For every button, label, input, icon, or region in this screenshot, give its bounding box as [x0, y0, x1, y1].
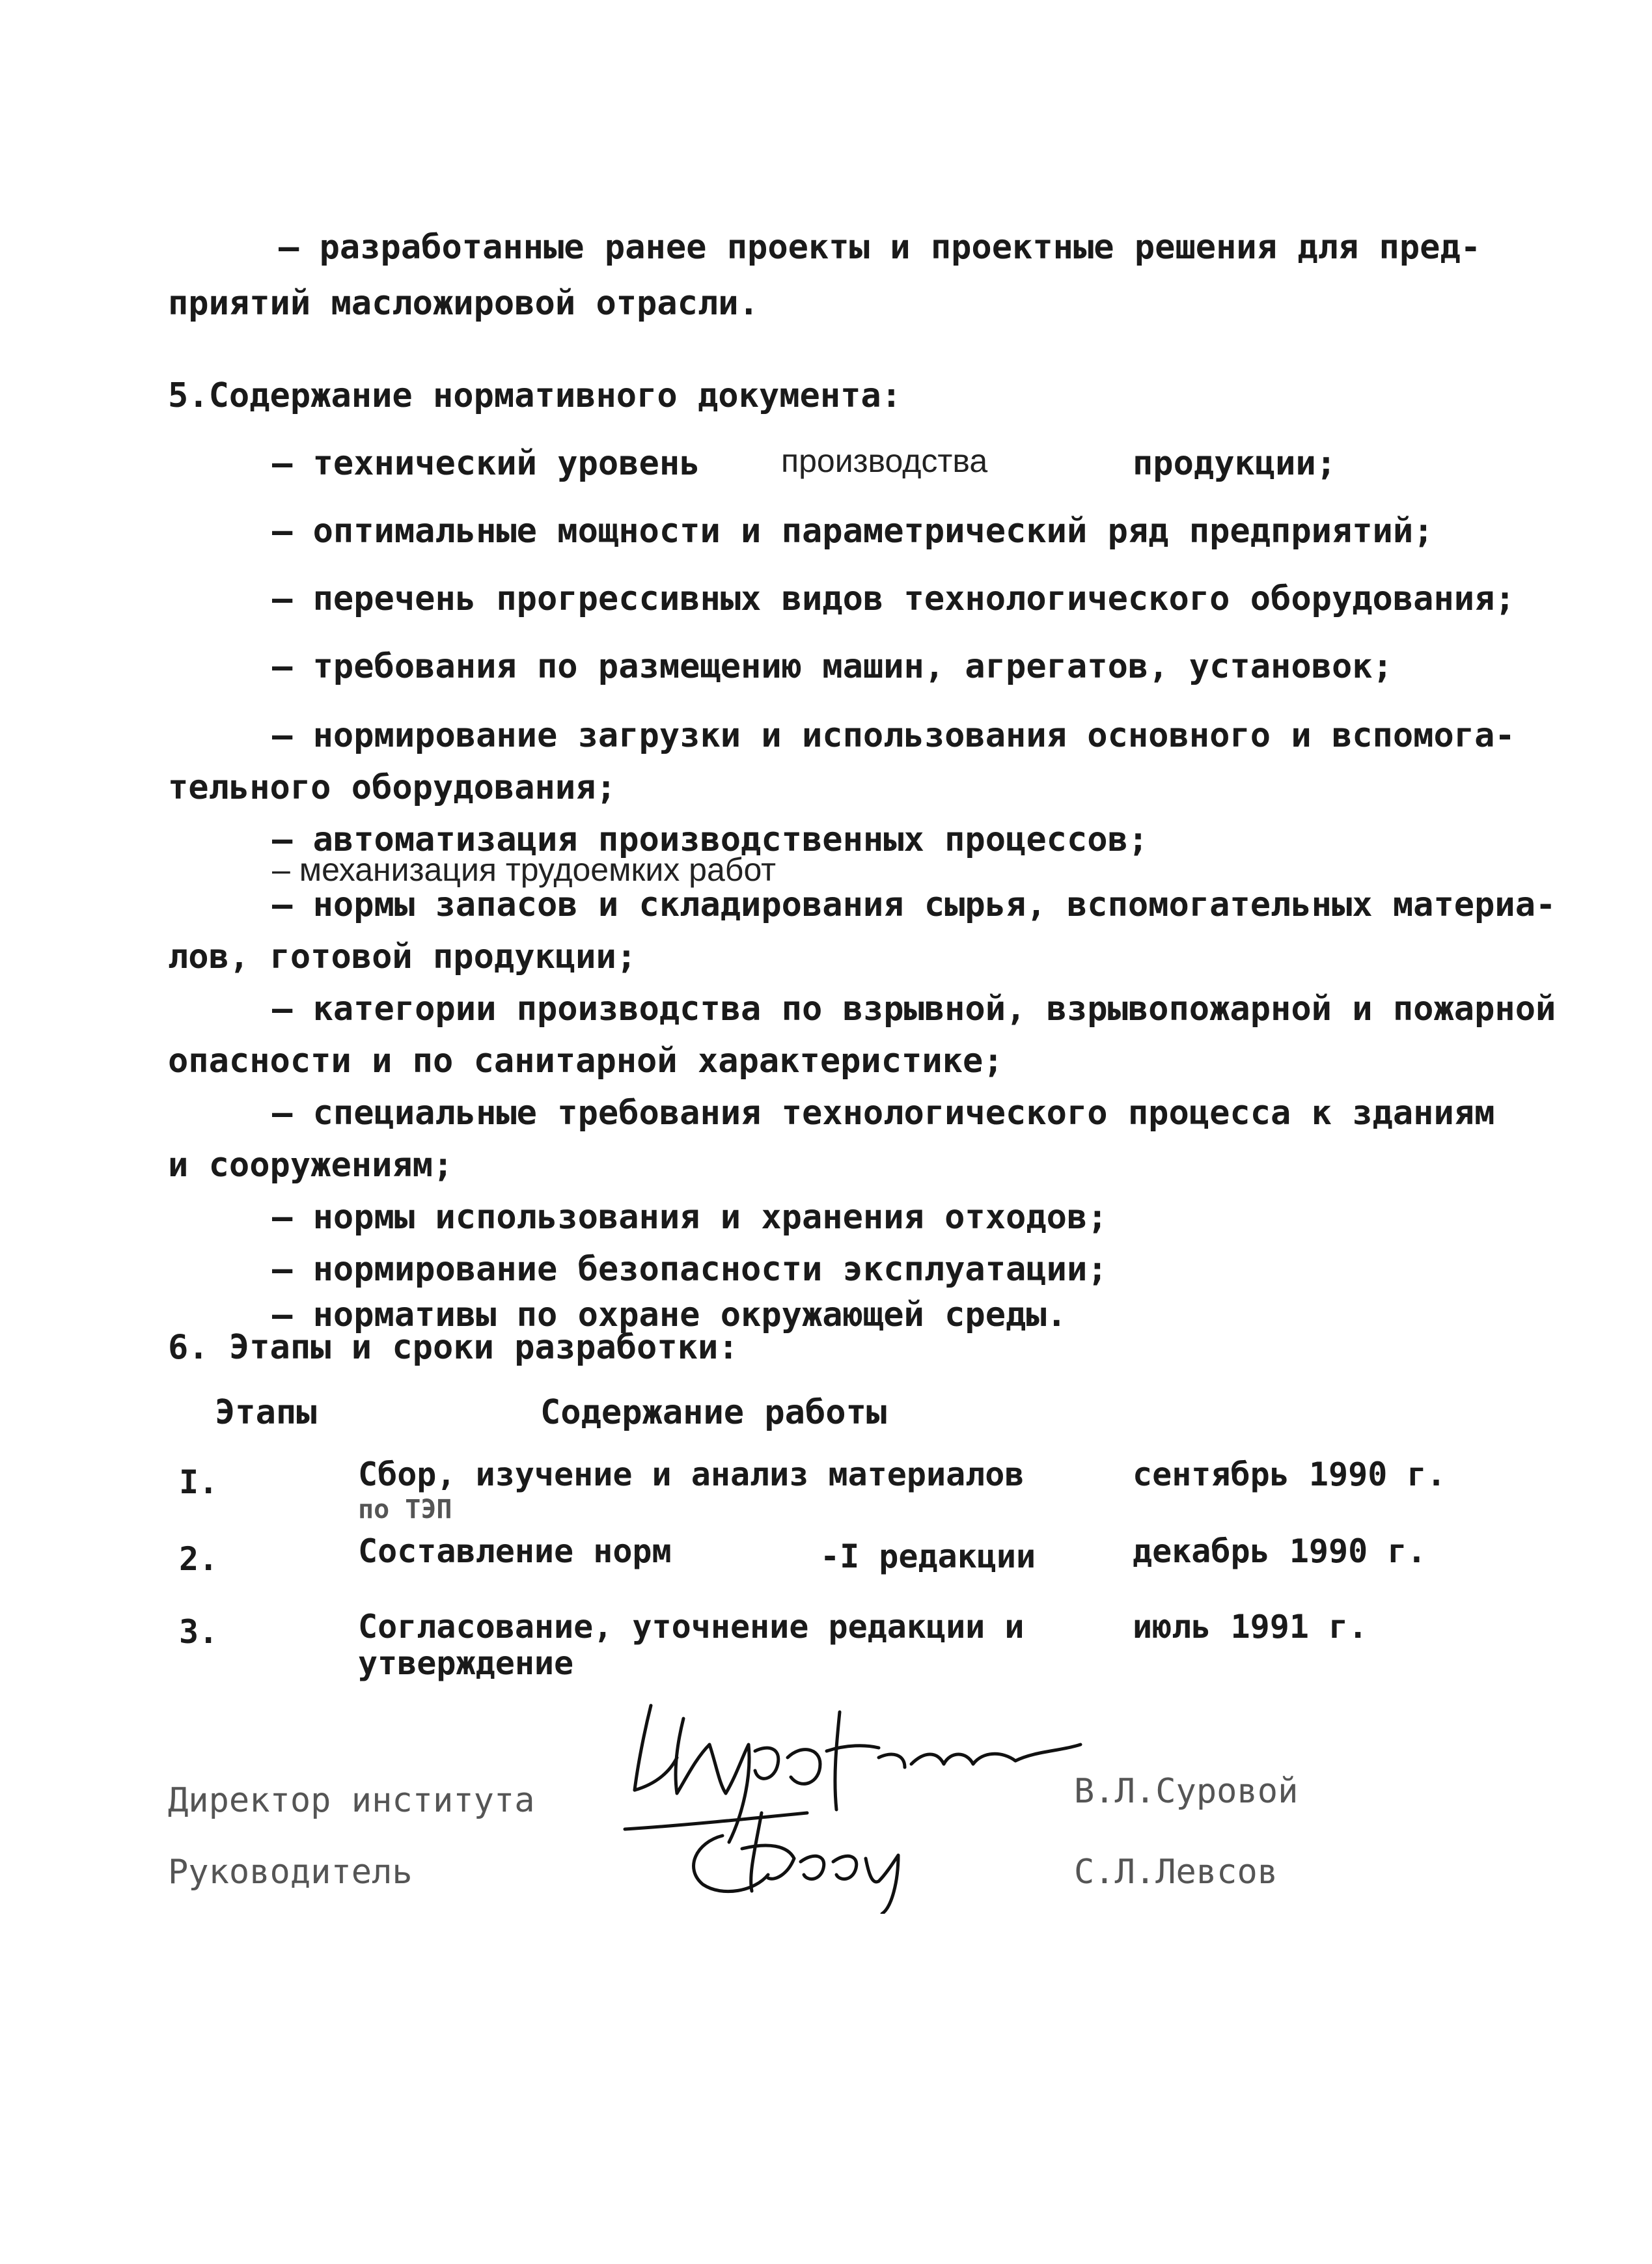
item-building-requirements-line-2: и сооружениям;	[168, 1146, 454, 1185]
stage-content-line-1: Согласование, уточнение редакции и	[358, 1608, 1025, 1646]
item-waste-norms: – нормы использования и хранения отходов;	[272, 1198, 1108, 1237]
stage-number: I.	[179, 1463, 219, 1501]
signature-stroke	[625, 1813, 807, 1829]
item-technical-level-middle: производства	[781, 443, 988, 479]
stage-date: декабрь 1990 г.	[1133, 1532, 1427, 1570]
item-safety-norms: – нормирование безопасности эксплуатации;	[272, 1250, 1108, 1289]
stage-date: июль 1991 г.	[1133, 1608, 1368, 1646]
item-mechanization: – механизация трудоемких работ	[272, 851, 777, 888]
item-load-norms-line-1: – нормирование загрузки и использования основного и вспомога-	[272, 716, 1515, 755]
item-placement-requirements: – требования по размещению машин, агрегатов, установок;	[272, 647, 1393, 686]
item-optimal-capacity: – оптимальные мощности и параметрический ряд предприятий;	[272, 512, 1434, 551]
item-load-norms-line-2: тельного оборудования;	[168, 768, 616, 807]
director-title: Директор института	[168, 1781, 535, 1820]
item-environment-norms: – нормативы по охране окружающей среды.	[272, 1295, 1067, 1334]
intro-line-1: – разработанные ранее проекты и проектные решения для пред-	[279, 228, 1481, 267]
stage-number: 2.	[179, 1540, 219, 1578]
handwritten-signatures	[612, 1679, 1120, 1914]
item-storage-norms-line-1: – нормы запасов и складирования сырья, вспомогательных материа-	[272, 885, 1556, 924]
signature-stroke	[801, 1856, 857, 1879]
signature-stroke	[879, 1745, 1081, 1767]
intro-line-2: приятий масложировой отрасли.	[168, 284, 759, 323]
signature-stroke	[866, 1855, 898, 1914]
signature-stroke	[635, 1705, 651, 1790]
signature-stroke	[827, 1712, 879, 1810]
signature-stroke	[788, 1750, 820, 1784]
column-header-content: Содержание работы	[540, 1393, 887, 1432]
signature-stroke	[676, 1719, 709, 1793]
item-building-requirements-line-1: – специальные требования технологического процесса к зданиям	[272, 1094, 1495, 1133]
item-hazard-categories-line-1: – категории производства по взрывной, взрывопожарной и пожарной	[272, 989, 1556, 1028]
item-hazard-categories-line-2: опасности и по санитарной характеристике;	[168, 1042, 1004, 1081]
head-name: С.Л.Левсов	[1074, 1853, 1278, 1892]
stage-content-line-1: Сбор, изучение и анализ материалов	[358, 1456, 1025, 1493]
stage-content-edition: -I редакции	[820, 1538, 1036, 1575]
signature-stroke	[742, 1813, 794, 1891]
item-technical-level-end: продукции;	[1133, 444, 1337, 483]
stage-content-main: Составление норм	[358, 1532, 672, 1570]
section-6-heading: 6. Этапы и сроки разработки:	[168, 1328, 739, 1367]
column-header-stages: Этапы	[215, 1393, 317, 1432]
item-storage-norms-line-2: лов, готовой продукции;	[168, 937, 637, 976]
stage-content-line-1	[358, 1532, 672, 1570]
stage-date: сентябрь 1990 г.	[1133, 1456, 1446, 1493]
item-automation: – автоматизация производственных процессов;	[272, 820, 1149, 859]
head-title: Руководитель	[168, 1853, 413, 1892]
signature-stroke	[709, 1745, 749, 1842]
stage-content-line-2: по ТЭП	[358, 1495, 452, 1525]
item-technical-level	[272, 444, 700, 483]
signature-stroke	[755, 1748, 778, 1778]
section-5-heading: 5.Содержание нормативного документа:	[168, 376, 902, 415]
item-text: – технический уровень	[272, 444, 700, 483]
item-equipment-list: – перечень прогрессивных видов технологического оборудования;	[272, 579, 1515, 618]
stage-number: 3.	[179, 1613, 219, 1651]
signature-stroke	[635, 1758, 677, 1790]
director-name: В.Л.Суровой	[1074, 1772, 1299, 1811]
stage-content-line-2: утверждение	[358, 1644, 574, 1682]
